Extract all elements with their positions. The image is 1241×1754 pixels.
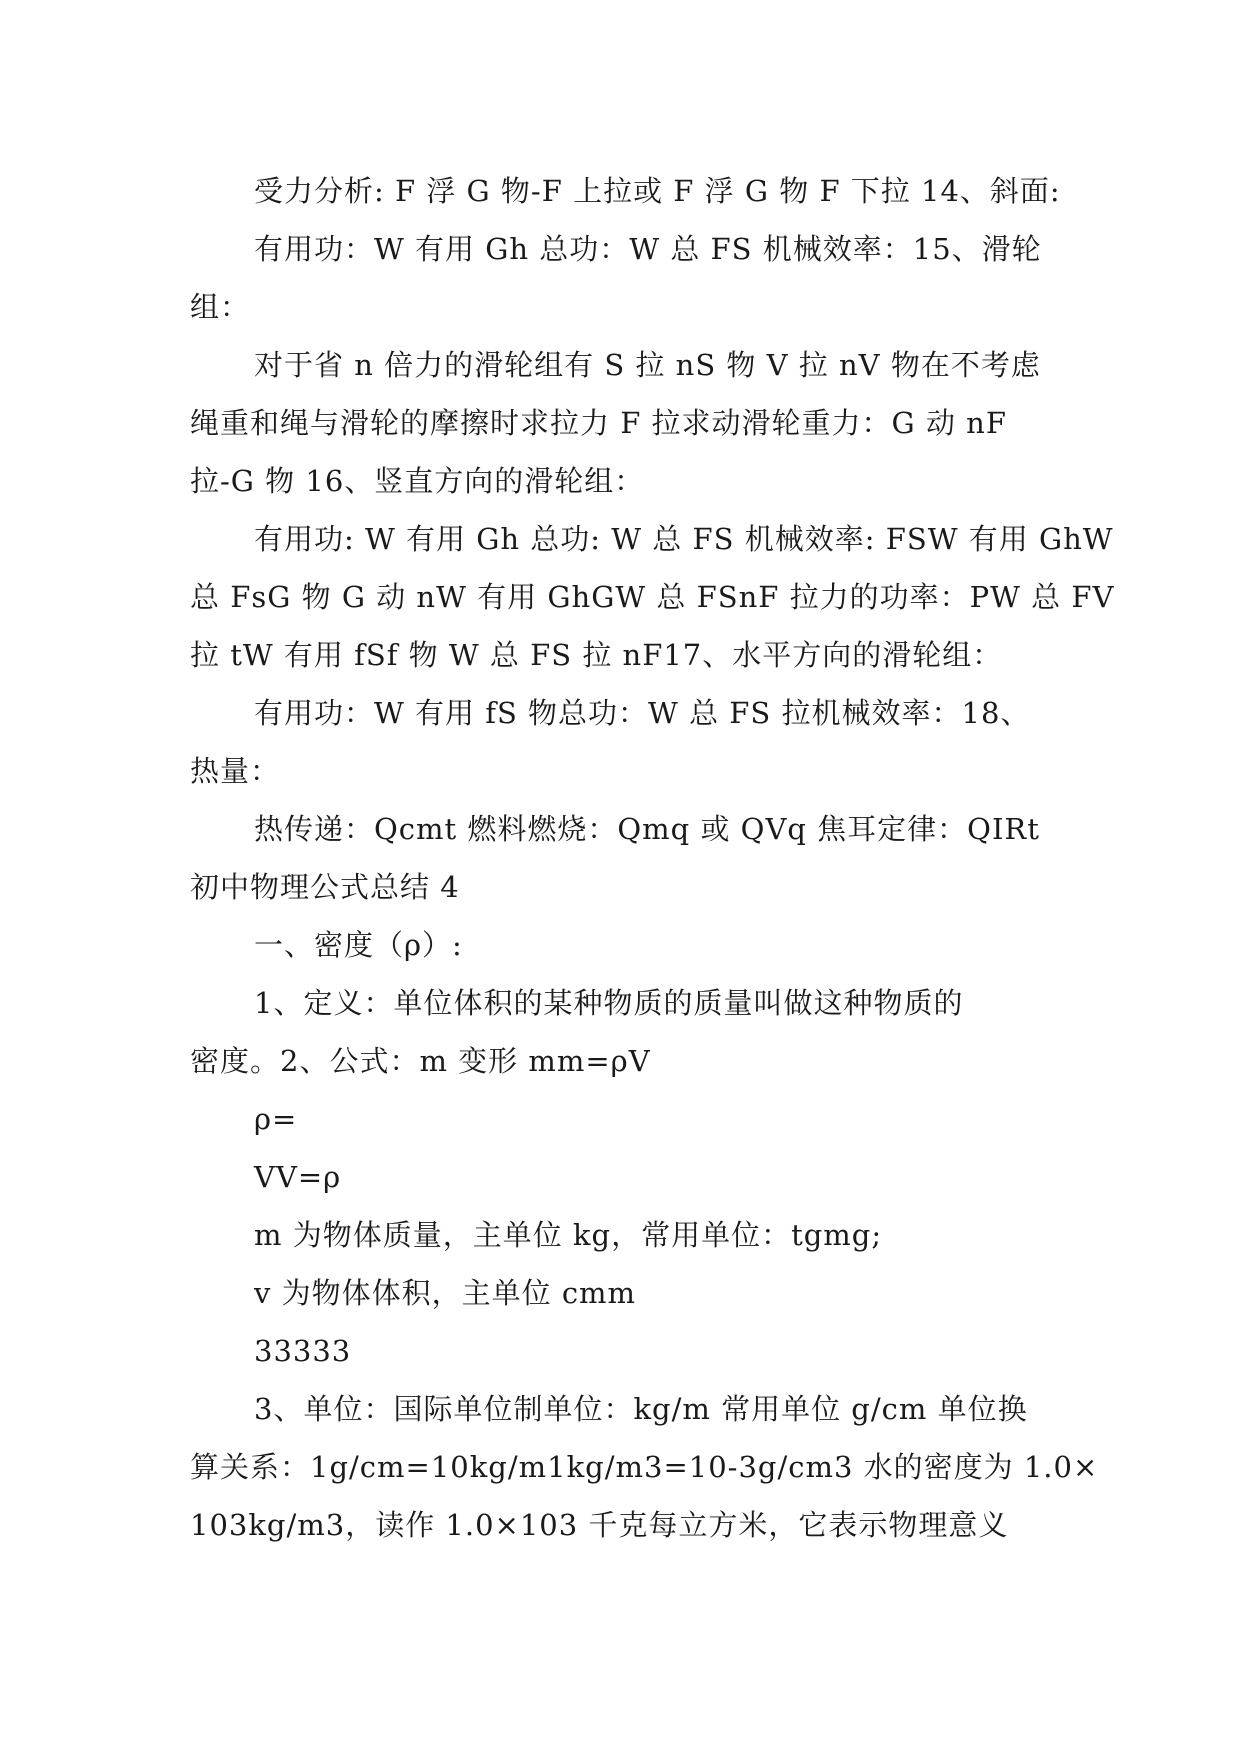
text-line: 一、密度（ρ）: (254, 928, 463, 962)
text-line: 绳重和绳与滑轮的摩擦时求拉力 F 拉求动滑轮重力：G 动 nF (190, 406, 1007, 440)
text-line: v 为物体体积，主单位 cmm (254, 1276, 637, 1310)
text-line: 拉 tW 有用 fSf 物 W 总 FS 拉 nF17、水平方向的滑轮组： (190, 638, 1003, 672)
text-line: m 为物体质量，主单位 kg，常用单位：tgmg; (254, 1218, 883, 1252)
text-line: 算关系：1g/cm=10kg/m1kg/m3=10-3g/cm3 水的密度为 1.0× (190, 1450, 1099, 1484)
text-line: 有用功: W 有用 Gh 总功: W 总 FS 机械效率: FSW 有用 GhW (254, 522, 1114, 556)
text-line: 热传递：Qcmt 燃料燃烧：Qmq 或 QVq 焦耳定律：QIRt (254, 812, 1040, 846)
text-line: 密度。2、公式：m 变形 mm=ρV (190, 1044, 651, 1078)
text-line: 1、定义：单位体积的某种物质的质量叫做这种物质的 (254, 986, 964, 1020)
text-line: 103kg/m3，读作 1.0×103 千克每立方米，它表示物理意义 (190, 1508, 1009, 1542)
text-line: 受力分析: F 浮 G 物-F 上拉或 F 浮 G 物 F 下拉 14、斜面: (254, 174, 1061, 208)
text-line: 3、单位：国际单位制单位：kg/m 常用单位 g/cm 单位换 (254, 1392, 1028, 1426)
text-line: 对于省 n 倍力的滑轮组有 S 拉 nS 物 V 拉 nV 物在不考虑 (254, 348, 1041, 382)
text-line: ρ= (254, 1102, 298, 1136)
text-line: 拉-G 物 16、竖直方向的滑轮组： (190, 464, 645, 498)
text-line: 组： (190, 290, 251, 324)
text-line: 33333 (254, 1334, 352, 1368)
text-line: 有用功：W 有用 fS 物总功：W 总 FS 拉机械效率：18、 (254, 696, 1031, 730)
text-line: 热量： (190, 754, 281, 788)
document-body (190, 162, 1115, 1554)
text-line: 初中物理公式总结 4 (190, 870, 460, 904)
text-line: 有用功：W 有用 Gh 总功：W 总 FS 机械效率：15、滑轮 (254, 232, 1042, 266)
text-line: VV=ρ (254, 1160, 342, 1194)
text-line: 总 FsG 物 G 动 nW 有用 GhGW 总 FSnF 拉力的功率：PW 总 FV (190, 580, 1115, 614)
